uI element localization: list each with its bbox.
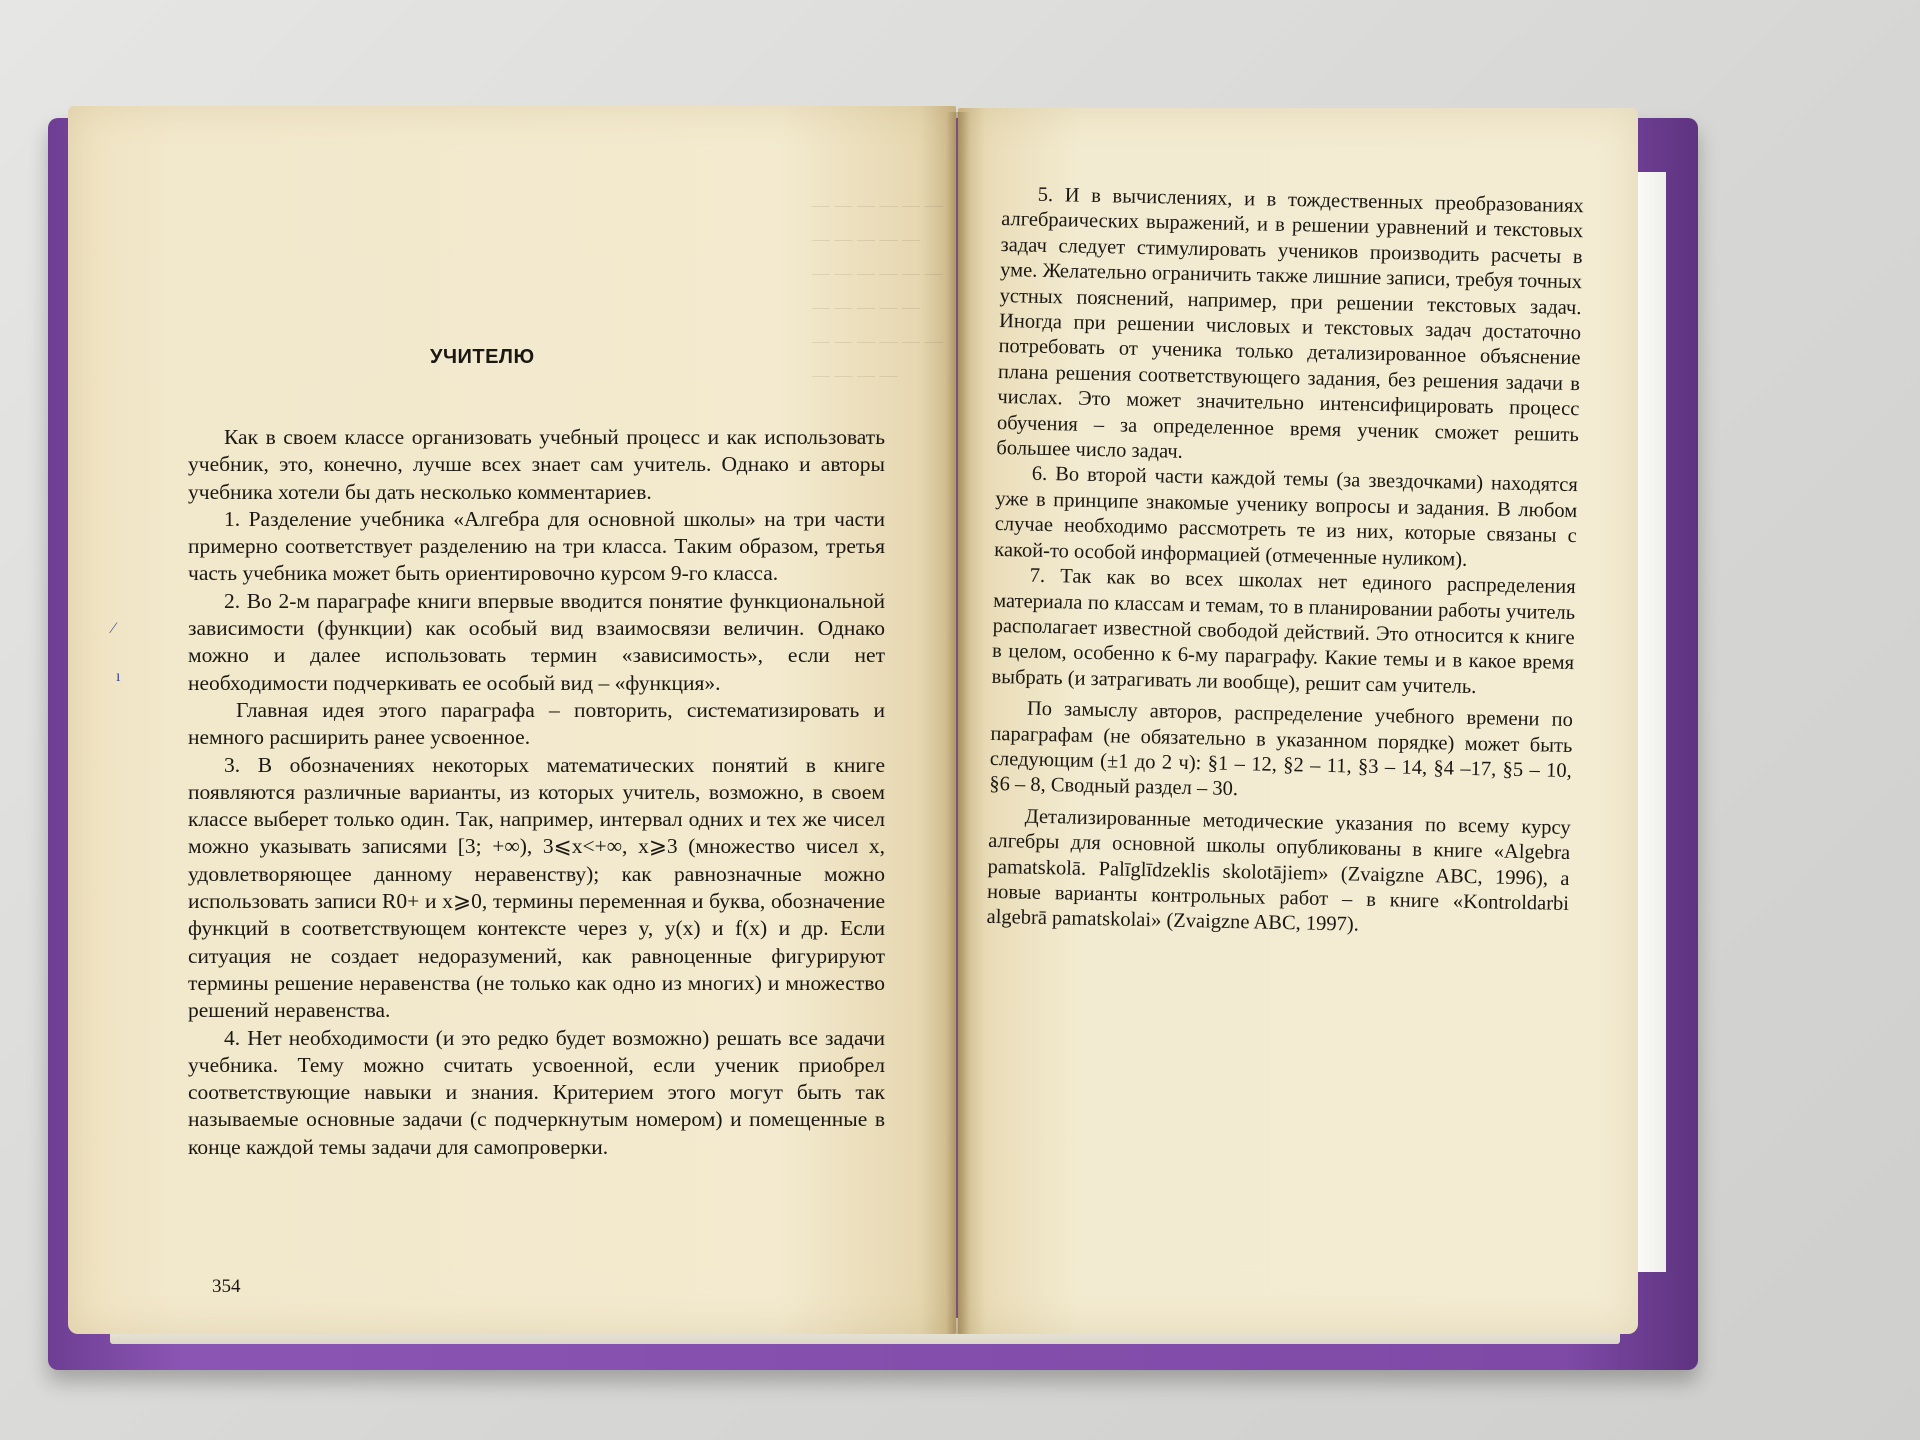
paragraph: 3. В обозначениях некоторых математических понятий в книге появляются различные варианты, из которых учитель, возможно, в своем классе выберет только один. Так, например, интервал одних и тех же чисел можно указывать записями [3; +∞), 3⩽x<+∞, x⩾3 (множество чисел x, удовлетворяющее данному неравенству); как равнозначные можно использовать записи R0+ и x⩾0, термины переменная и буква, обозначение функций в соответствующем контексте через y, y(x) и f(x) и др. Если ситуация не создает недоразумений, как равноценные фигурируют термины решение неравенства (не только как одно из многих) и множество решений неравенства. <box>188 752 885 1023</box>
paragraph: 2. Во 2-м параграфе книги впервые вводится понятие функциональной зависимости (функции) как особый вид взаимосвязи величин. Однако можно и далее использовать термин «зависимость», если нет необходимости подчеркивать ее особый вид – «функция». <box>188 588 885 695</box>
left-page-text <box>188 424 885 1161</box>
paragraph: Как в своем классе организовать учебный процесс и как использовать учебник, это, конечно, лучше всех знает сам учитель. Однако и авторы учебника хотели бы дать несколько комментариев. <box>188 425 885 504</box>
paragraph: Главная идея этого параграфа – повторить, систематизировать и немного расширить ранее усвоенное. <box>188 697 885 750</box>
pen-mark: ⁄ <box>112 620 115 637</box>
paragraph: 1. Разделение учебника «Алгебра для основной школы» на три части примерно соответствует разделению на три класса. Таким образом, третья часть учебника может быть ориентировочно курсом 9-го класса. <box>188 506 885 586</box>
book-gutter <box>946 112 970 1334</box>
paragraph: Детализированные методические указания по всему курсу алгебры для основной школы опубликованы в книге «Algebra pamatskolā. Palīglīdzeklis skolotājiem» (Zvaigzne ABC, 1996), а новые варианты контрольных работ – в книге «Kontroldarbi algebrā pamatskolai» (Zvaigzne ABC, 1997). <box>986 805 1571 937</box>
show-through-text: — — — — — — — — — — — — — — — — — — — — — — — — — — — — — — — — <box>812 195 943 385</box>
page-heading: УЧИТЕЛЮ <box>430 346 535 368</box>
paragraph: 5. И в вычислениях, и в тождественных преобразованиях алгебраических выражений, и в решении уравнений и текстовых задач следует стимулировать учеников производить расчеты в уме. Желательно ограничить также лишние записи, требуя точных устных пояснений, например, при решении текстовых задач. Иногда при решении числовых и текстовых задач достаточно потребовать от ученика только детализированное объяснение плана решения соответствующего задания, без решения задачи в числах. Это может значительно интенсифицировать процесс обучения – за определенное время ученик сможет решить большее число задач. <box>996 183 1584 463</box>
right-page-text <box>986 182 1584 943</box>
page-edges-right <box>1636 172 1666 1272</box>
paragraph: 7. Так как во всех школах нет единого распределения материала по классам и темам, то в планировании работы учитель располагает известной свободой действий. Это относится к книге в целом, особенно к 6-му параграфу. Какие темы и в какое время выбрать (и затрагивать ли вообще), решит сам учитель. <box>991 564 1576 698</box>
page-number: 354 <box>212 1276 241 1297</box>
paragraph: По замыслу авторов, распределение учебного времени по параграфам (не обязательно в указанном порядке) может быть следующим (±1 до 2 ч): §1 – 12, §2 – 11, §3 – 14, §4 –17, §5 – 10, §6 – 8, Сводный раздел – 30. <box>989 697 1574 801</box>
paragraph: 6. Во второй части каждой темы (за звездочками) находятся уже в принципе знакомые ученику вопросы и задания. В любом случае необходимо рассмотреть те из них, которые связаны с какой-то особой информацией (отмеченные нуликом). <box>994 463 1578 571</box>
pen-mark: ı <box>116 668 121 685</box>
paragraph: 4. Нет необходимости (и это редко будет возможно) решать все задачи учебника. Тему можно считать усвоенной, если ученик приобрел соответствующие навыки и знания. Критерием этого могут быть так называемые основные задачи (с подчеркнутым номером) и помещенные в конце каждой темы задачи для самопроверки. <box>188 1025 885 1159</box>
